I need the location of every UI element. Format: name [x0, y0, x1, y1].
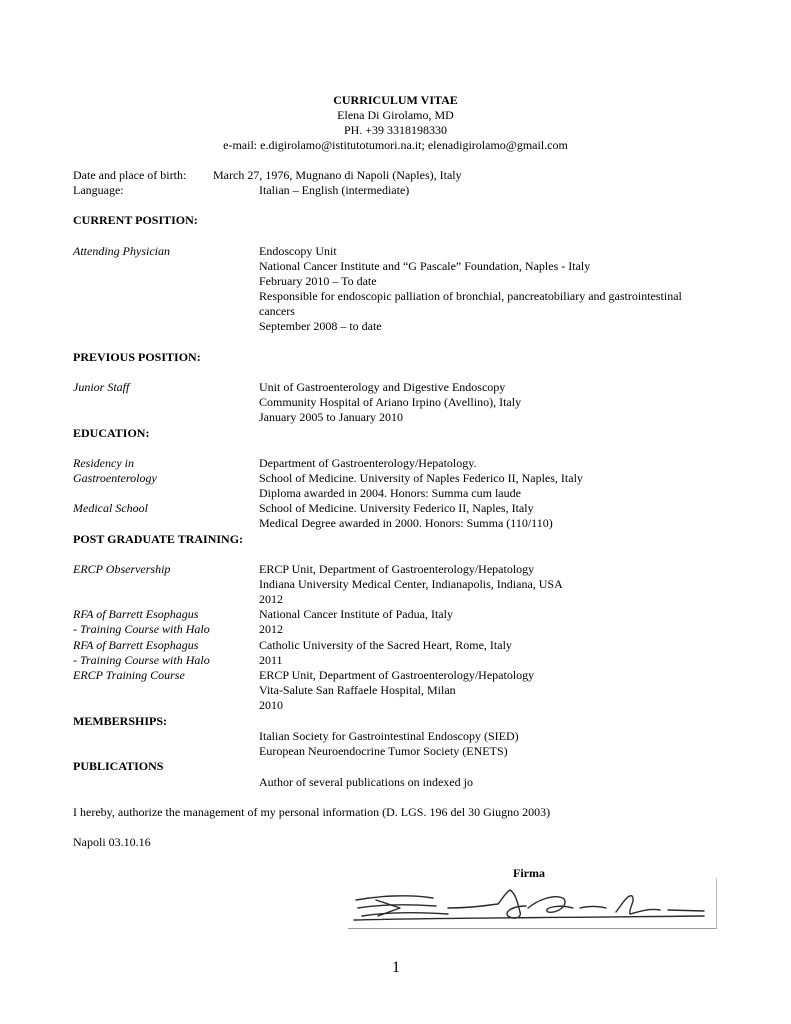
previous-line: Community Hospital of Ariano Irpino (Avellino), Italy — [259, 395, 522, 409]
training-heading: POST GRADUATE TRAINING: — [73, 532, 244, 546]
page-number: 1 — [392, 959, 400, 976]
phone-line: PH. +39 3318198330 — [343, 123, 448, 137]
education-left: Gastroenterology — [73, 471, 157, 485]
membership-item: European Neuroendocrine Tumor Society (ENETS) — [259, 744, 508, 758]
education-right: Department of Gastroenterology/Hepatology. — [259, 456, 477, 470]
current-line: National Cancer Institute and “G Pascale” Foundation, Naples - Italy — [259, 259, 591, 273]
training-left: RFA of Barrett Esophagus — [73, 638, 199, 652]
education-right: Diploma awarded in 2004. Honors: Summa cum laude — [259, 486, 521, 500]
current-position-heading: CURRENT POSITION: — [73, 213, 198, 227]
training-right: Catholic University of the Sacred Heart, Rome, Italy — [259, 638, 512, 652]
previous-role: Junior Staff — [73, 380, 130, 394]
training-left: - Training Course with Halo — [73, 622, 210, 636]
current-line: Responsible for endoscopic palliation of bronchial, pancreatobiliary and gastrointestinal — [259, 289, 682, 303]
current-line: Endoscopy Unit — [259, 244, 337, 258]
place-date: Napoli 03.10.16 — [73, 835, 151, 849]
training-left: ERCP Training Course — [73, 668, 185, 682]
document-title: CURRICULUM VITAE — [333, 93, 458, 107]
training-right: 2011 — [259, 653, 283, 667]
education-left: Residency in — [73, 456, 134, 470]
previous-line: Unit of Gastroenterology and Digestive Endoscopy — [259, 380, 506, 394]
authorization-statement: I hereby, authorize the management of my personal information (D. LGS. 196 del 30 Giugno 2003) — [73, 805, 551, 819]
education-left: Medical School — [73, 501, 148, 515]
training-right: National Cancer Institute of Padua, Italy — [259, 607, 453, 621]
education-right: School of Medicine. University of Naples Federico II, Naples, Italy — [259, 471, 583, 485]
training-right: Indiana University Medical Center, Indianapolis, Indiana, USA — [259, 577, 563, 591]
signature-label: Firma — [513, 866, 545, 880]
training-right: 2012 — [259, 622, 283, 636]
current-line: February 2010 – To date — [259, 274, 377, 288]
signature-box — [348, 878, 717, 929]
language-label: Language: — [73, 183, 124, 197]
publications-text: Author of several publications on indexed jo — [259, 775, 473, 789]
training-left: RFA of Barrett Esophagus — [73, 607, 199, 621]
current-line: September 2008 – to date — [259, 319, 382, 333]
language-value: Italian – English (intermediate) — [259, 183, 410, 197]
previous-line: January 2005 to January 2010 — [259, 410, 403, 424]
training-right: ERCP Unit, Department of Gastroenterology/Hepatology — [259, 562, 535, 576]
education-right: School of Medicine. University Federico II, Naples, Italy — [259, 501, 534, 515]
education-right: Medical Degree awarded in 2000. Honors: Summa (110/110) — [259, 516, 553, 530]
publications-heading: PUBLICATIONS — [73, 759, 164, 773]
birth-label: Date and place of birth: — [73, 168, 187, 182]
membership-item: Italian Society for Gastrointestinal Endoscopy (SIED) — [259, 729, 519, 743]
previous-position-heading: PREVIOUS POSITION: — [73, 350, 201, 364]
training-right: Vita-Salute San Raffaele Hospital, Milan — [259, 683, 456, 697]
handwritten-signature — [348, 878, 716, 928]
memberships-heading: MEMBERSHIPS: — [73, 714, 168, 728]
training-right: ERCP Unit, Department of Gastroenterology/Hepatology — [259, 668, 535, 682]
email-line: e-mail: e.digirolamo@istitutotumori.na.it; elenadigirolamo@gmail.com — [223, 138, 568, 152]
current-role: Attending Physician — [73, 244, 170, 258]
training-right: 2010 — [259, 698, 283, 712]
current-line: cancers — [259, 304, 295, 318]
training-right: 2012 — [259, 592, 283, 606]
training-left: - Training Course with Halo — [73, 653, 210, 667]
birth-value: March 27, 1976, Mugnano di Napoli (Naples), Italy — [213, 168, 462, 182]
training-left: ERCP Observership — [73, 562, 171, 576]
person-name: Elena Di Girolamo, MD — [337, 108, 454, 122]
education-heading: EDUCATION: — [73, 426, 150, 440]
